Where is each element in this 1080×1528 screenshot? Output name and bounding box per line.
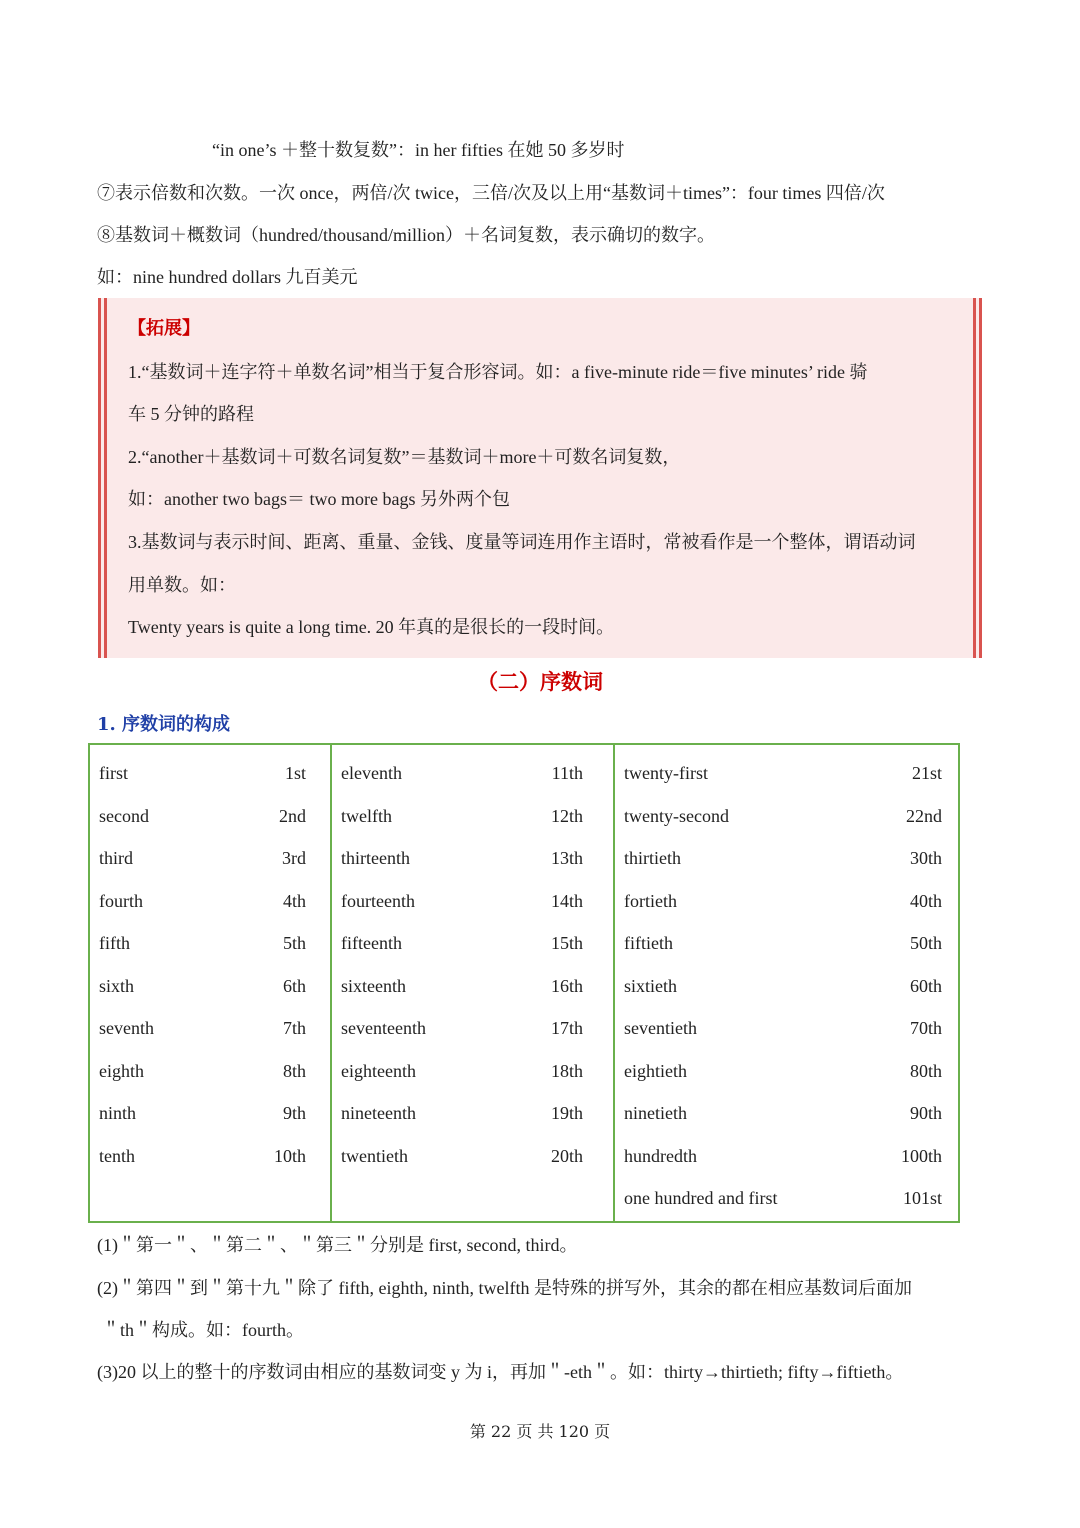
ordinal-word: fourth (99, 890, 143, 911)
ordinal-word: seventieth (624, 1018, 697, 1038)
ordinal-word: ninth (99, 1103, 137, 1123)
ordinal-word: sixteenth (341, 975, 406, 996)
ordinal-word: twenty-first (624, 763, 708, 783)
ordinal-number: 8th (282, 1060, 306, 1081)
ordinal-number: 14th (550, 890, 583, 911)
ordinal-word: tenth (99, 1145, 135, 1166)
right-border-bar (979, 298, 982, 658)
ordinal-number: 10th (273, 1145, 306, 1166)
note-line: (3)20 以上的整十的序数词由相应的基数词变 y 为 i，再加＂-eth＂。如：thirty→thirtieth; fifty→fiftieth。 (97, 1362, 904, 1382)
ordinal-word: twenty-second (624, 805, 729, 826)
ordinal-number: 17th (550, 1018, 583, 1038)
ordinal-word: seventh (99, 1018, 154, 1038)
ordinal-number: 13th (550, 848, 583, 868)
ordinal-word: eighteenth (341, 1060, 416, 1081)
note-line: (1)＂第一＂、＂第二＂、＂第三＂分别是 first, second, third。 (97, 1235, 578, 1255)
ordinal-number: 50th (909, 933, 942, 953)
table-column (90, 745, 330, 1221)
ordinal-number: 40th (909, 890, 942, 911)
ordinal-word: twentieth (341, 1145, 408, 1166)
left-border-bar-inner (104, 298, 107, 658)
note-line: (2)＂第四＂到＂第十九＂除了 fifth, eighth, ninth, twelfth 是特殊的拼写外，其余的都在相应基数词后面加 (97, 1278, 912, 1298)
ordinal-number: 11th (551, 763, 583, 783)
ordinal-word: ninetieth (624, 1103, 687, 1123)
ordinal-number: 60th (909, 975, 942, 996)
ordinal-word: first (99, 763, 128, 783)
ordinal-number: 18th (550, 1060, 583, 1081)
ordinal-number: 22nd (906, 805, 942, 826)
ordinal-number: 19th (550, 1103, 583, 1123)
ordinal-number: 5th (282, 933, 306, 953)
table-column (613, 745, 960, 1221)
extension-line: 用单数。如： (128, 575, 236, 595)
ordinal-word: sixth (99, 975, 135, 996)
ordinal-word: one hundred and first (624, 1188, 778, 1208)
ordinal-word: eighth (99, 1060, 144, 1081)
ordinal-number: 70th (909, 1018, 942, 1038)
table-column (330, 745, 615, 1221)
ordinal-number: 15th (550, 933, 583, 953)
ordinal-word: hundredth (624, 1145, 697, 1166)
ordinal-number: 101st (902, 1188, 942, 1208)
ordinal-word: thirtieth (624, 848, 681, 868)
ordinal-number: 21st (911, 763, 942, 783)
extension-line: 车 5 分钟的路程 (128, 404, 254, 424)
ordinal-word: seventeenth (341, 1018, 426, 1038)
text-line: 如：nine hundred dollars 九百美元 (97, 267, 358, 287)
ordinal-number: 20th (550, 1145, 583, 1166)
text-line: ⑧基数词＋概数词（hundred/thousand/million）＋名词复数，表示确切的数字。 (97, 225, 715, 245)
ordinal-number: 80th (909, 1060, 942, 1081)
ordinal-word: eleventh (341, 763, 402, 783)
extension-line: 1.“基数词＋连字符＋单数名词”相当于复合形容词。如：a five-minute ride＝five minutes’ ride 骑 (128, 362, 868, 382)
ordinal-number: 12th (550, 805, 583, 826)
ordinal-number: 2nd (279, 805, 306, 826)
note-line: ＂th＂构成。如：fourth。 (102, 1320, 304, 1340)
ordinal-word: nineteenth (341, 1103, 416, 1123)
section-title: （二）序数词 (477, 669, 603, 694)
ordinal-word: fiftieth (624, 933, 673, 953)
page-footer: 第 22 页 共 120 页 (469, 1422, 611, 1441)
text-line: ⑦表示倍数和次数。一次 once，两倍/次 twice，三倍/次及以上用“基数词＋times”：four times 四倍/次 (97, 183, 885, 203)
ordinal-word: second (99, 805, 149, 826)
ordinal-number: 6th (282, 975, 306, 996)
extension-line: 3.基数词与表示时间、距离、重量、金钱、度量等词连用作主语时，常被看作是一个整体，谓语动词 (128, 532, 916, 552)
ordinal-word: fourteenth (341, 890, 415, 911)
ordinal-word: sixtieth (624, 975, 677, 996)
ordinal-word: fifteenth (341, 933, 402, 953)
ordinal-number: 90th (909, 1103, 942, 1123)
ordinal-number: 3rd (282, 848, 306, 868)
ordinal-word: fortieth (624, 890, 677, 911)
extension-line: 2.“another＋基数词＋可数名词复数”＝基数词＋more＋可数名词复数， (128, 447, 681, 467)
extension-title: 【拓展】 (128, 318, 200, 339)
ordinal-number: 7th (282, 1018, 306, 1038)
ordinal-number: 1st (284, 763, 306, 783)
extension-line: 如：another two bags＝ two more bags 另外两个包 (128, 489, 510, 509)
right-border-bar-inner (973, 298, 976, 658)
ordinal-word: third (99, 848, 133, 868)
text-line: “in one’s ＋整十数复数”：in her fifties 在她 50 多岁时 (212, 140, 625, 160)
subsection-title: 1. 序数词的构成 (97, 714, 231, 735)
extension-box (98, 298, 982, 658)
ordinal-number: 16th (550, 975, 583, 996)
ordinal-word: thirteenth (341, 848, 410, 868)
ordinal-table (88, 743, 960, 1223)
ordinal-number: 9th (282, 1103, 306, 1123)
ordinal-word: twelfth (341, 805, 392, 826)
ordinal-word: fifth (99, 933, 130, 953)
ordinal-number: 100th (900, 1145, 942, 1166)
ordinal-word: eightieth (624, 1060, 687, 1081)
left-border-bar (98, 298, 101, 658)
extension-line: Twenty years is quite a long time. 20 年真的是很长的一段时间。 (128, 617, 615, 637)
ordinal-number: 4th (282, 890, 306, 911)
ordinal-number: 30th (909, 848, 942, 868)
